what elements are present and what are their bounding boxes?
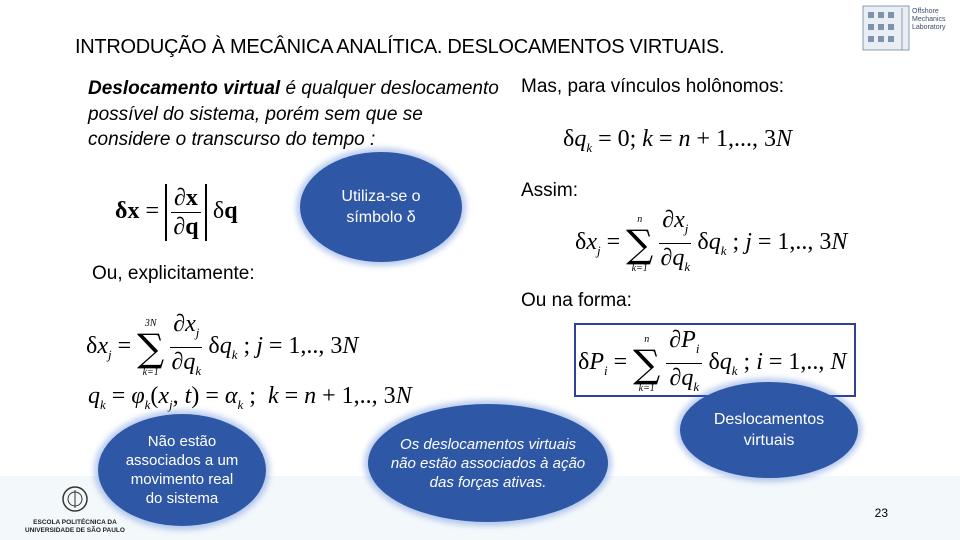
lab-logo-line2: Mechanics [912,16,946,23]
callout-symbol-delta: Utiliza-se o símbolo δ [300,152,462,262]
lab-logo-line1: Offshore [912,8,939,15]
page-number: 23 [874,506,888,520]
equation-qk-constraint: $q_k = \varphi_k(x_j$, $t) = \alpha_k$ ; k = n + 1,.., 3N [88,383,412,412]
label-explicitly: Ou, explicitamente: [92,263,255,284]
label-assim: Assim: [521,180,578,201]
usp-logo-line1: ESCOLA POLITÉCNICA DA [33,519,117,526]
label-ou-forma: Ou na forma: [521,290,632,311]
lab-logo [862,4,956,54]
usp-logo-line2: UNIVERSIDADE DE SÃO PAULO [25,527,125,534]
definition-text: é qualquer deslocamento possível do sistema, porém sem que se considere o transcurso do tempo : [88,78,499,150]
equation-delta-qk-zero: $\delta q_k = 0$; k = n + 1,..., 3N [563,126,793,155]
equation-delta-x-matrix: δx = $\frac{\partial x}{\partial q}$ δq [115,185,238,240]
equation-delta-pi: $\delta P_i$ = n ∑ k=1 $\frac{\partial P_i}{\partial q_k}$ $\delta q_k$ ; i = 1,.., N [578,327,847,394]
label-holonomic: Mas, para vínculos holônomos: [521,76,784,97]
virtual-displacement-definition [88,76,508,153]
lab-logo-line3: Laboratory [912,24,946,31]
slide-title: INTRODUÇÃO À MECÂNICA ANALÍTICA. DESLOCAMENTOS VIRTUAIS. [75,36,725,58]
equation-delta-xj-sum: $\delta x_j$ = 3N ∑ k=1 $\frac{\partial x_j}{\partial q_k}$ $\delta q_k$ ; j = 1,.., 3N [86,311,359,378]
callout-not-real-motion: Não estão associados a um movimento real do sistema [98,414,266,526]
definition-term: Deslocamento virtual [88,78,281,99]
equation-delta-xj-sum-n: $\delta x_j$ = n ∑ k=1 $\frac{\partial x_j}{\partial q_k}$ $\delta q_k$ ; j = 1,.., 3N [575,207,848,274]
callout-virtual-displacements: Deslocamentos virtuais [680,382,858,478]
callout-not-active-forces: Os deslocamentos virtuais não estão associados à ação das forças ativas. [368,404,608,522]
